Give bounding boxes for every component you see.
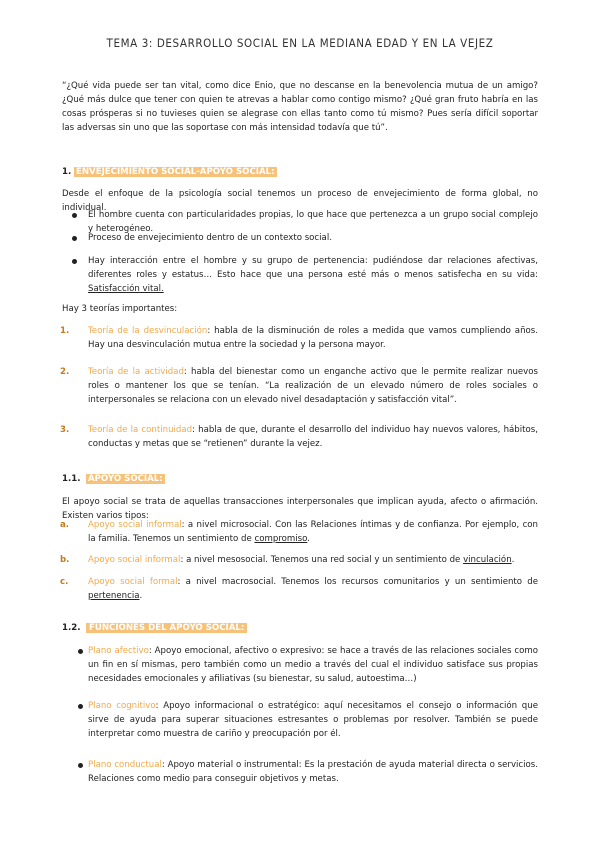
function-text: : Apoyo informacional o estratégico: aquí necesitamos el consejo o información que sirve de ayuda para superar situaciones estresantes o problemas por resolver. También se puede interpretar como muestra de cariño y preocupación por él. xyxy=(88,701,538,739)
bullet-dot xyxy=(72,213,77,218)
type-name: Apoyo social formal xyxy=(88,577,178,587)
type-name: Apoyo social informal xyxy=(88,555,181,565)
type-text: : a nivel microsocial. Con las Relaciones íntimas y de confianza. Por ejemplo, con la familia. Tenemos un sentimiento de xyxy=(88,520,538,544)
section-1-2-heading xyxy=(62,621,538,635)
section-number: 1.2. xyxy=(62,623,81,633)
bullet-dot xyxy=(78,704,83,709)
type-end: . xyxy=(139,591,143,601)
list-item: Proceso de envejecimiento dentro de un contexto social. xyxy=(88,233,332,243)
type-letter: a. xyxy=(60,520,70,530)
bullet-dot xyxy=(78,763,83,768)
function-text: : Apoyo emocional, afectivo o expresivo: se hace a través de las relaciones sociales como un fin en sí mismas, pero también como un medio a través del cual el individuo satisface sus propias necesidades emocionales y afiliativas (su bienestar, su salud, autoestima…) xyxy=(88,646,538,684)
function-item xyxy=(88,699,538,741)
type-term: vinculación xyxy=(463,555,512,565)
theory-text: : habla de la disminución de roles a medida que vamos cumpliendo años. Hay una desvinculación mutua entre la sociedad y la persona mayor. xyxy=(88,326,538,350)
section-title: APOYO SOCIAL: xyxy=(87,474,163,484)
list-item xyxy=(88,254,538,296)
opening-quote: “¿Qué vida puede ser tan vital, como dice Enio, que no descanse en la benevolencia mutua de un amigo? ¿Qué más dulce que tener con quien te atrevas a hablar como contigo mismo? ¿Qué gran fruto habría en las cosas prósperas si no tuvieses quien se alegrase con ellas tanto como tú mismo? Pues sería difícil soportar las adversas sin uno que las soportase con más intensidad todavía que tú”. xyxy=(62,81,538,133)
section-1-1-heading xyxy=(62,472,538,486)
theory-number: 3. xyxy=(60,425,70,435)
section-title: ENVEJECIMIENTO SOCIAL-APOYO SOCIAL: xyxy=(75,167,275,177)
list-item-text: Hay interacción entre el hombre y su grupo de pertenencia: pudiéndose dar relaciones afectivas, diferentes roles y estatus… Esto hace que una persona esté más o menos satisfecha en su vida: xyxy=(88,256,538,280)
type-letter: c. xyxy=(60,577,69,587)
function-text: : Apoyo material o instrumental: Es la prestación de ayuda material directa o servicios. Relaciones como medio para conseguir objetivos y metas. xyxy=(88,760,538,784)
theory-name: Teoría de la continuidad xyxy=(88,425,193,435)
type-name: Apoyo social informal xyxy=(88,520,182,530)
type-term: compromiso xyxy=(254,534,308,544)
function-name: Plano afectivo xyxy=(88,646,149,656)
support-type-item xyxy=(88,553,538,567)
theory-number: 1. xyxy=(60,326,70,336)
section-number: 1. xyxy=(62,167,72,177)
theory-text: : habla de que, durante el desarrollo del individuo hay nuevos valores, hábitos, conductas y metas que se “retienen” durante la vejez. xyxy=(88,425,538,449)
support-type-item xyxy=(88,575,538,603)
section-1-1-intro: El apoyo social se trata de aquellas transacciones interpersonales que implican ayuda, afecto o afirmación. Existen varios tipos: xyxy=(62,497,538,521)
function-name: Plano cognitivo xyxy=(88,701,156,711)
list-item: El hombre cuenta con particularidades propias, lo que hace que pertenezca a un grupo social complejo y heterogéneo. xyxy=(88,210,538,234)
type-end: . xyxy=(307,534,311,544)
section-title: FUNCIONES DEL APOYO SOCIAL: xyxy=(86,623,247,633)
type-end: . xyxy=(511,555,515,565)
type-text: : a nivel mesosocial. Tenemos una red social y un sentimiento de xyxy=(180,555,464,565)
section-1-heading xyxy=(62,165,538,179)
theory-item xyxy=(88,324,538,352)
theory-text: : habla del bienestar como un enganche activo que le permite realizar nuevos roles o mantener los que se tenían. “La realización de un elevado número de roles sociales o interpersonales se relaciona con un elevado nivel desadaptación y satisfacción vital”. xyxy=(88,367,539,405)
theories-intro: Hay 3 teorías importantes: xyxy=(62,304,178,314)
page-title: TEMA 3: DESARROLLO SOCIAL EN LA MEDIANA EDAD Y EN LA VEJEZ xyxy=(106,36,494,50)
theory-item xyxy=(88,423,538,451)
theory-name: Teoría de la desvinculación xyxy=(88,326,208,336)
type-term: pertenencia xyxy=(88,591,140,601)
section-1-intro: Desde el enfoque de la psicología social tenemos un proceso de envejecimiento de forma global, no individual. xyxy=(62,189,538,213)
bullet-dot xyxy=(72,259,77,264)
bullet-dot xyxy=(72,236,77,241)
function-item xyxy=(88,758,538,786)
type-letter: b. xyxy=(60,555,70,565)
function-name: Plano conductual xyxy=(88,760,162,770)
satisfaccion-vital-term: Satisfacción vital. xyxy=(88,284,164,294)
support-type-item xyxy=(88,518,538,546)
theory-number: 2. xyxy=(60,367,70,377)
bullet-dot xyxy=(78,649,83,654)
section-number: 1.1. xyxy=(62,474,81,484)
theory-name: Teoría de la actividad xyxy=(88,367,184,377)
function-item xyxy=(88,644,538,686)
type-text: : a nivel macrosocial. Tenemos los recursos comunitarios y un sentimiento de xyxy=(177,577,538,587)
theory-item xyxy=(88,365,538,407)
